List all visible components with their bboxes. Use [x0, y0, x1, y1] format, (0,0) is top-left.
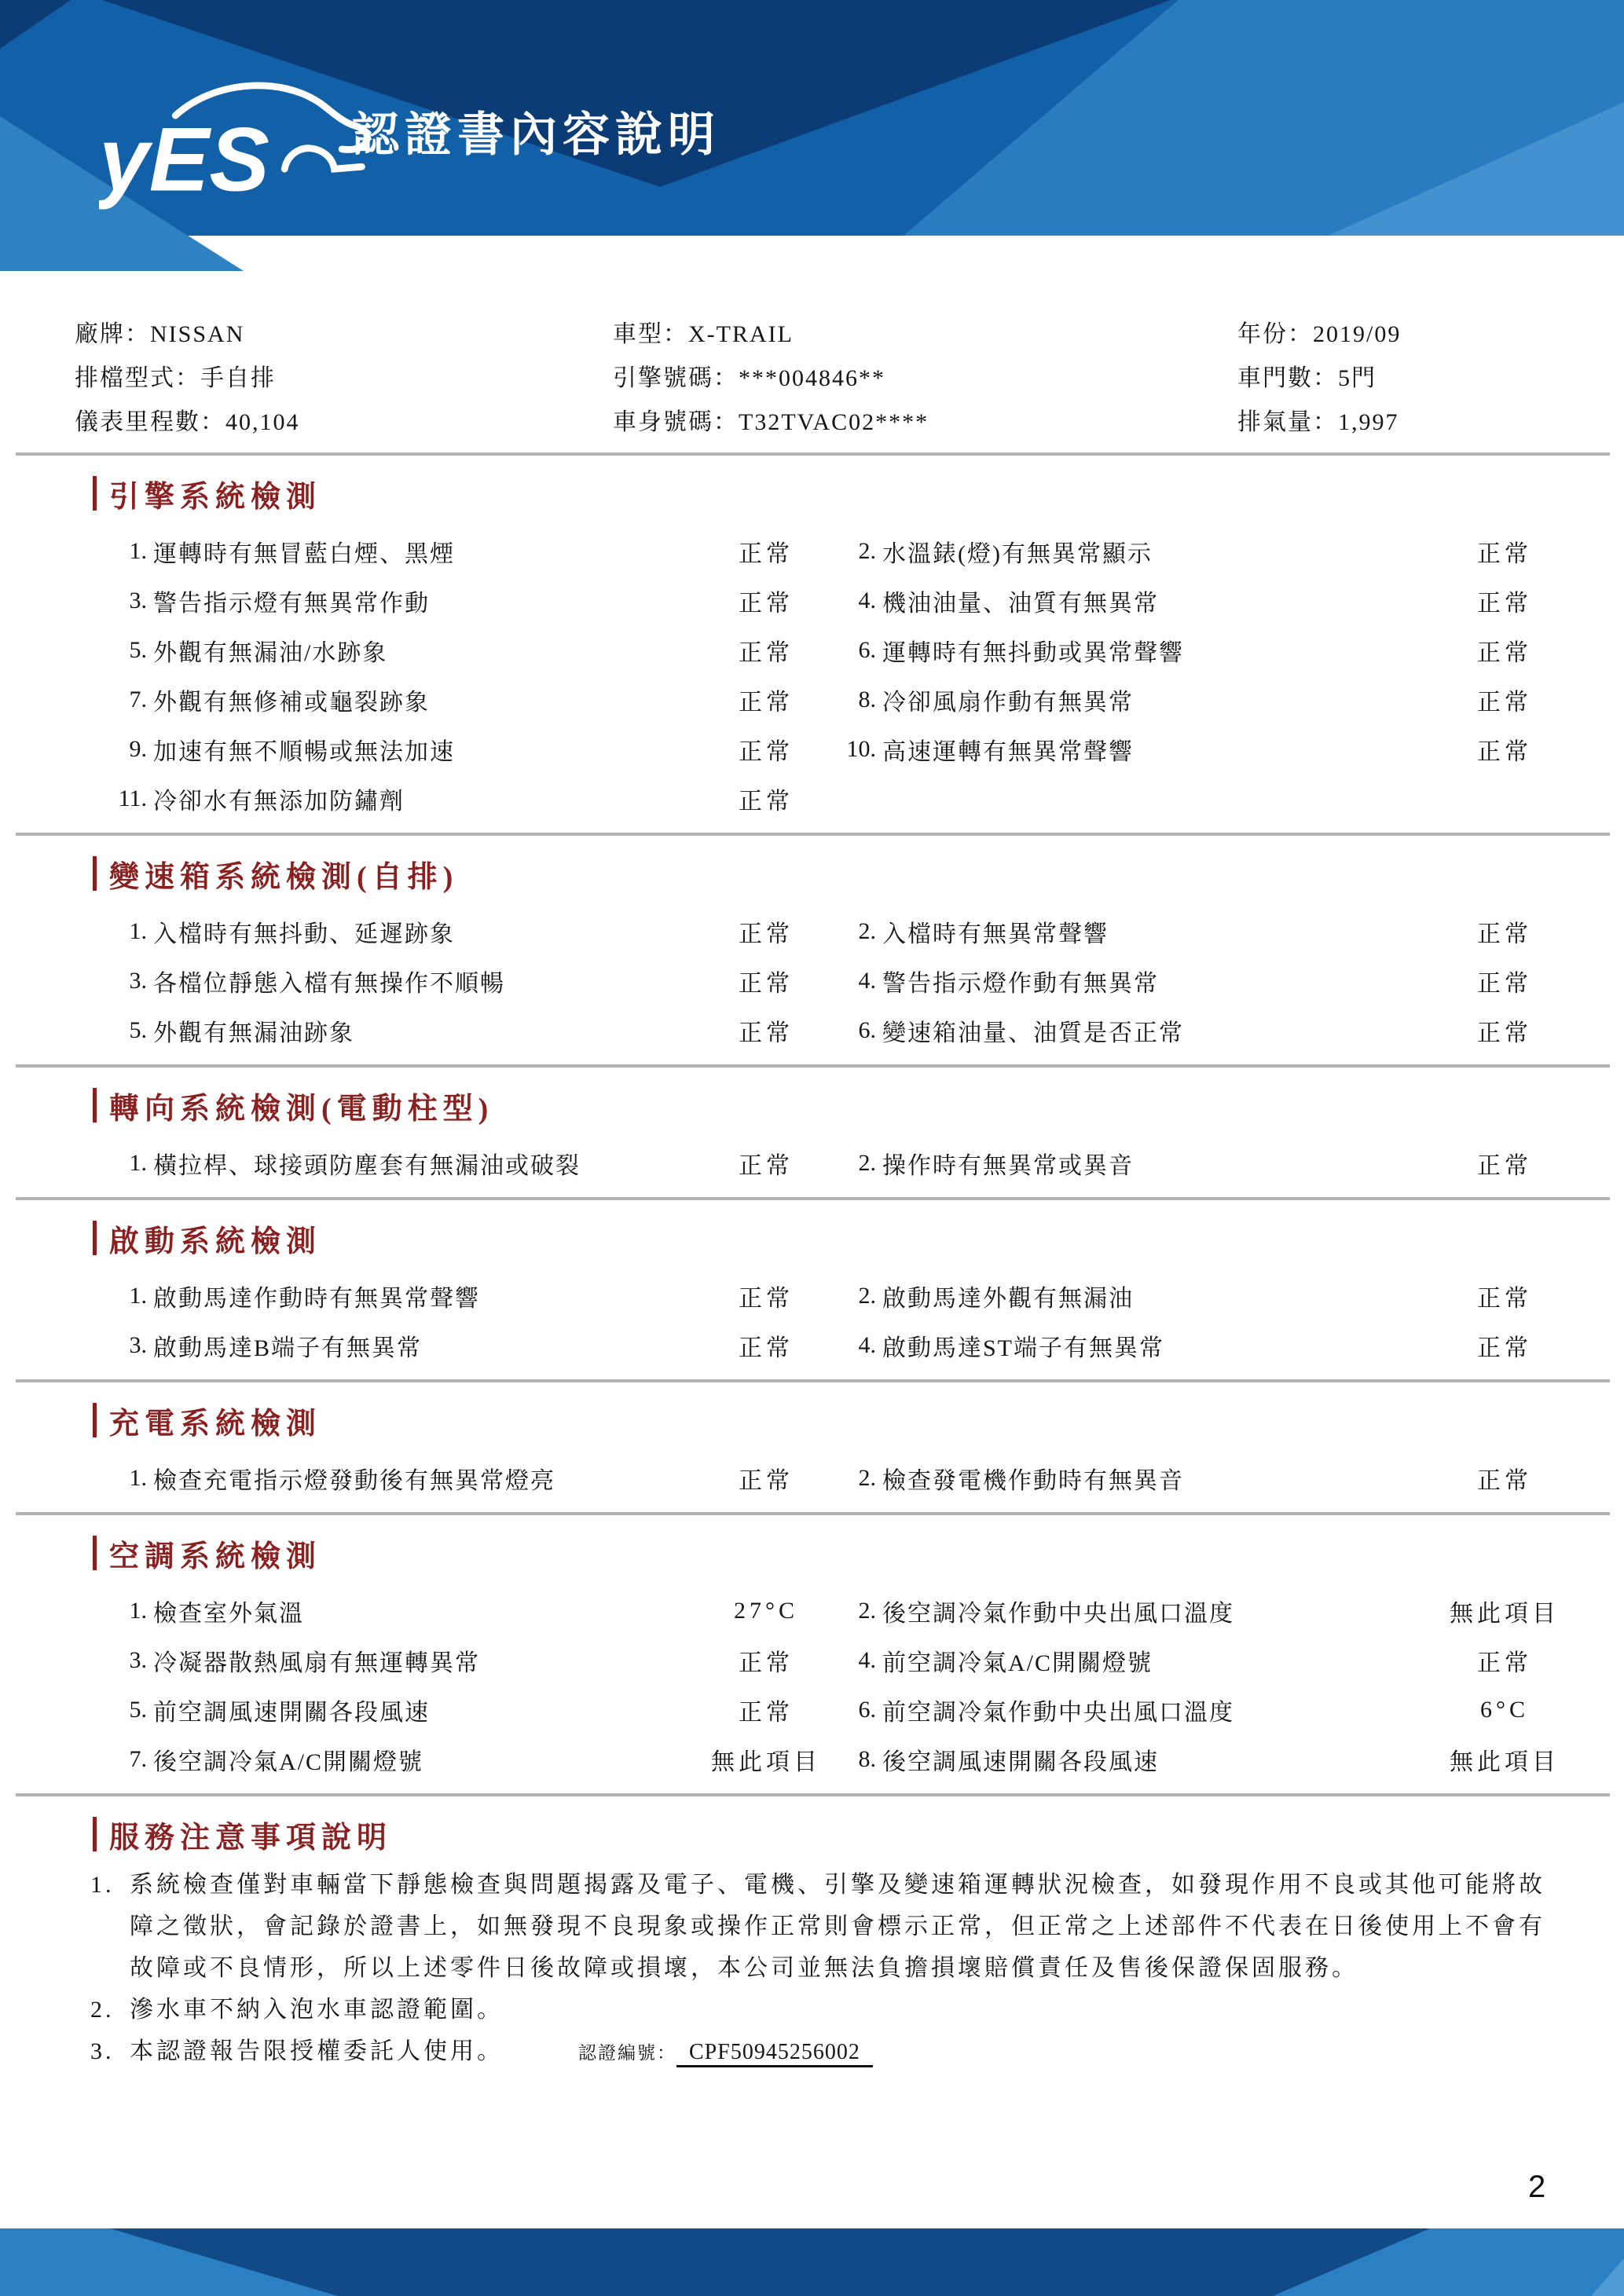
item-number: 2. [858, 1282, 876, 1309]
inspection-items [75, 906, 1567, 1055]
item-number: 1. [129, 1149, 147, 1176]
inspection-row [75, 1320, 1567, 1370]
item-number: 8. [858, 1745, 876, 1772]
item-status: 正常 [1477, 689, 1532, 716]
certificate-number-value: CPF50945256002 [676, 2040, 873, 2067]
note-text: 本認證報告限授權委託人使用。 [130, 2038, 504, 2064]
item-label: 入檔時有無異常聲響 [882, 921, 1109, 947]
vehicle-info-field [75, 357, 613, 401]
item-status: 無此項目 [1450, 1749, 1560, 1775]
note-item [90, 1864, 1567, 1989]
section-title-row [93, 1401, 1624, 1439]
item-label: 加速有無不順暢或無法加速 [153, 738, 455, 765]
item-label: 前空調風速開關各段風速 [153, 1699, 430, 1726]
item-status: 正常 [1477, 1650, 1532, 1676]
item-status: 正常 [739, 921, 794, 947]
item-number: 3. [129, 587, 147, 613]
item-status: 正常 [739, 540, 794, 567]
item-label: 外觀有無修補或龜裂跡象 [153, 689, 430, 716]
item-number: 4. [858, 1646, 876, 1673]
inspection-section [0, 1219, 1624, 1370]
vehicle-info-field [613, 401, 1237, 445]
item-number: 6. [858, 1696, 876, 1723]
item-number: 2. [858, 917, 876, 944]
item-label: 冷卻風扇作動有無異常 [882, 689, 1134, 716]
vehicle-info-label: 年份： [1237, 321, 1313, 347]
inspection-row [75, 724, 1567, 774]
vehicle-info [75, 313, 1567, 445]
item-number: 1. [129, 1282, 147, 1309]
inspection-section [0, 1534, 1624, 1784]
inspection-row [75, 1635, 1567, 1685]
item-status: 正常 [1477, 738, 1532, 765]
item-label: 前空調冷氣A/C開關燈號 [882, 1650, 1153, 1676]
item-number: 4. [858, 1331, 876, 1358]
item-label: 啟動馬達作動時有無異常聲響 [153, 1285, 480, 1312]
content [0, 313, 1624, 2074]
item-number: 9. [129, 735, 147, 762]
note-number: 3. [90, 2038, 115, 2064]
item-status: 正常 [739, 590, 794, 617]
item-status: 正常 [739, 1467, 794, 1494]
item-status: 正常 [739, 1020, 794, 1046]
item-number: 6. [858, 1016, 876, 1043]
item-status: 27°C [733, 1597, 798, 1624]
section-title-row [93, 1086, 1624, 1124]
item-label: 後空調冷氣A/C開關燈號 [153, 1749, 424, 1775]
item-number: 3. [129, 1331, 147, 1358]
section-divider [16, 1379, 1610, 1382]
item-status: 正常 [739, 1285, 794, 1312]
item-number: 5. [129, 636, 147, 663]
item-number: 2. [858, 537, 876, 564]
item-status: 正常 [739, 1699, 794, 1726]
inspection-row [75, 1271, 1567, 1320]
yes-logo [99, 68, 374, 225]
vehicle-info-label: 排氣量： [1237, 409, 1338, 435]
inspection-row [75, 956, 1567, 1005]
item-label: 啟動馬達外觀有無漏油 [882, 1285, 1134, 1312]
item-status: 正常 [739, 1152, 794, 1179]
inspection-row [75, 526, 1567, 576]
item-status: 正常 [1477, 1467, 1532, 1494]
inspection-row [75, 1685, 1567, 1734]
inspection-section [0, 855, 1624, 1055]
item-label: 橫拉桿、球接頭防塵套有無漏油或破裂 [153, 1152, 581, 1179]
inspection-section [0, 1401, 1624, 1503]
inspection-row [75, 625, 1567, 675]
yes-logo-text: yES [99, 109, 269, 211]
item-status: 正常 [1477, 1020, 1532, 1046]
inspection-items [75, 1138, 1567, 1188]
item-label: 警告指示燈作動有無異常 [882, 970, 1159, 997]
section-title: 啟動系統檢測 [109, 1225, 322, 1258]
section-title-bar [93, 1817, 97, 1851]
vehicle-info-label: 排檔型式： [75, 365, 200, 391]
vehicle-info-label: 儀表里程數： [75, 409, 225, 435]
inspection-items [75, 526, 1567, 823]
item-status: 正常 [739, 639, 794, 666]
vehicle-info-value: ***004846** [739, 365, 885, 391]
vehicle-info-value: 1,997 [1338, 409, 1399, 435]
section-title-bar [93, 856, 97, 891]
vehicle-info-value: 40,104 [225, 409, 300, 435]
note-text: 系統檢查僅對車輛當下靜態檢查與問題揭露及電子、電機、引擎及變速箱運轉狀況檢查，如發現作用不良或其他可能將故障之徵狀，會記錄於證書上，如無發現不良現象或操作正常則會標示正常，但正常之上述部件不代表在日後使用上不會有故障或不良情形，所以上述零件日後故障或損壞，本公司並無法負擔損壞賠償責任及售後保證保固服務。 [130, 1872, 1545, 1981]
item-label: 變速箱油量、油質是否正常 [882, 1020, 1184, 1046]
item-label: 運轉時有無抖動或異常聲響 [882, 639, 1184, 666]
vehicle-info-value: 5門 [1338, 365, 1377, 391]
section-title: 變速箱系統檢測(自排) [109, 860, 459, 894]
item-status: 正常 [739, 970, 794, 997]
item-number: 2. [858, 1149, 876, 1176]
vehicle-info-label: 車門數： [1237, 365, 1338, 391]
item-label: 啟動馬達ST端子有無異常 [882, 1335, 1165, 1361]
item-number: 6. [858, 636, 876, 663]
item-number: 4. [858, 967, 876, 994]
section-title-bar [93, 476, 97, 511]
note-item [90, 2031, 1567, 2074]
section-divider [16, 1064, 1610, 1067]
inspection-row [75, 675, 1567, 724]
vehicle-info-field [1237, 313, 1567, 357]
item-status: 正常 [1477, 1335, 1532, 1361]
inspection-items [75, 1586, 1567, 1784]
vehicle-info-field [1237, 401, 1567, 445]
item-number: 2. [858, 1464, 876, 1491]
item-label: 運轉時有無冒藍白煙、黑煙 [153, 540, 455, 567]
item-label: 前空調冷氣作動中央出風口溫度 [882, 1699, 1234, 1726]
item-status: 無此項目 [1450, 1600, 1560, 1627]
inspection-row [75, 1138, 1567, 1188]
item-label: 高速運轉有無異常聲響 [882, 738, 1134, 765]
item-number: 5. [129, 1696, 147, 1723]
item-label: 入檔時有無抖動、延遲跡象 [153, 921, 455, 947]
vehicle-info-field [75, 401, 613, 445]
section-title-row [93, 1534, 1624, 1572]
item-status: 正常 [739, 738, 794, 765]
item-status: 正常 [739, 788, 794, 815]
notes-list [90, 1864, 1567, 2074]
inspection-sections [0, 474, 1624, 1796]
vehicle-info-field [613, 357, 1237, 401]
section-divider [16, 1512, 1610, 1515]
vehicle-info-field [75, 313, 613, 357]
item-number: 1. [129, 1597, 147, 1624]
item-status: 正常 [1477, 1152, 1532, 1179]
item-label: 啟動馬達B端子有無異常 [153, 1335, 423, 1361]
page-number: 2 [1528, 2170, 1546, 2204]
section-divider [16, 1793, 1610, 1796]
vehicle-info-label: 引擎號碼： [613, 365, 739, 391]
section-title: 引擎系統檢測 [109, 480, 322, 514]
inspection-row [75, 576, 1567, 625]
item-status: 正常 [1477, 639, 1532, 666]
item-status: 正常 [1477, 540, 1532, 567]
vehicle-info-value: X-TRAIL [688, 321, 794, 347]
item-status: 6°C [1479, 1696, 1529, 1723]
item-label: 機油油量、油質有無異常 [882, 590, 1159, 617]
item-status: 正常 [1477, 921, 1532, 947]
vehicle-info-value: NISSAN [150, 321, 245, 347]
item-label: 冷凝器散熱風扇有無運轉異常 [153, 1650, 480, 1676]
vehicle-info-label: 車身號碼： [613, 409, 739, 435]
section-title-bar [93, 1221, 97, 1255]
inspection-items [75, 1453, 1567, 1503]
item-label: 後空調冷氣作動中央出風口溫度 [882, 1600, 1234, 1627]
note-text: 滲水車不納入泡水車認證範圍。 [130, 1997, 504, 2023]
item-label: 外觀有無漏油/水跡象 [153, 639, 388, 666]
note-item [90, 1989, 1567, 2031]
inspection-section [0, 1086, 1624, 1188]
certificate-number-label: 認證編號： [578, 2043, 676, 2063]
section-title-bar [93, 1403, 97, 1437]
notes-title-row [93, 1815, 1624, 1853]
item-number: 3. [129, 1646, 147, 1673]
item-number: 11. [118, 785, 147, 811]
item-status: 正常 [1477, 1285, 1532, 1312]
item-label: 警告指示燈有無異常作動 [153, 590, 430, 617]
page-title: 認證書內容說明 [352, 108, 720, 161]
item-number: 1. [129, 537, 147, 564]
item-status: 正常 [739, 689, 794, 716]
vehicle-info-label: 車型： [613, 321, 688, 347]
item-label: 檢查充電指示燈發動後有無異常燈亮 [153, 1467, 555, 1494]
inspection-row [75, 906, 1567, 956]
section-title-row [93, 474, 1624, 512]
footer-banner [0, 2228, 1624, 2296]
item-status: 無此項目 [711, 1749, 821, 1775]
item-number: 5. [129, 1016, 147, 1043]
item-number: 10. [846, 735, 876, 762]
item-label: 各檔位靜態入檔有無操作不順暢 [153, 970, 505, 997]
section-title-bar [93, 1088, 97, 1122]
inspection-row [75, 1586, 1567, 1635]
notes-title: 服務注意事項說明 [109, 1821, 393, 1855]
item-label: 操作時有無異常或異音 [882, 1152, 1134, 1179]
item-number: 7. [129, 686, 147, 712]
certificate-number-line [578, 2031, 873, 2074]
inspection-row [75, 1005, 1567, 1055]
note-number: 1. [90, 1872, 115, 1898]
vehicle-info-label: 廠牌： [75, 321, 150, 347]
item-status: 正常 [739, 1335, 794, 1361]
item-status: 正常 [1477, 590, 1532, 617]
inspection-row [75, 1734, 1567, 1784]
item-label: 外觀有無漏油跡象 [153, 1020, 354, 1046]
vehicle-info-field [613, 313, 1237, 357]
item-number: 8. [858, 686, 876, 712]
section-title-row [93, 1219, 1624, 1257]
item-label: 檢查室外氣溫 [153, 1600, 304, 1627]
item-number: 1. [129, 1464, 147, 1491]
item-number: 3. [129, 967, 147, 994]
inspection-section [0, 474, 1624, 823]
section-title-row [93, 855, 1624, 892]
item-status: 正常 [739, 1650, 794, 1676]
item-status: 正常 [1477, 970, 1532, 997]
vehicle-info-value: 2019/09 [1313, 321, 1402, 347]
section-title-bar [93, 1536, 97, 1570]
vehicle-info-value: 手自排 [200, 365, 276, 391]
section-divider [16, 452, 1610, 456]
section-divider [16, 833, 1610, 836]
section-divider [16, 1197, 1610, 1200]
item-number: 4. [858, 587, 876, 613]
item-label: 水溫錶(燈)有無異常顯示 [882, 540, 1153, 567]
inspection-items [75, 1271, 1567, 1370]
item-label: 後空調風速開關各段風速 [882, 1749, 1159, 1775]
section-title: 空調系統檢測 [109, 1540, 322, 1573]
inspection-row [75, 1453, 1567, 1503]
item-label: 冷卻水有無添加防鏽劑 [153, 788, 405, 815]
item-number: 2. [858, 1597, 876, 1624]
note-number: 2. [90, 1997, 115, 2023]
inspection-row [75, 774, 1567, 823]
item-number: 7. [129, 1745, 147, 1772]
section-title: 轉向系統檢測(電動柱型) [109, 1092, 494, 1126]
vehicle-info-field [1237, 357, 1567, 401]
item-number: 1. [129, 917, 147, 944]
vehicle-info-value: T32TVAC02**** [739, 409, 929, 435]
item-label: 檢查發電機作動時有無異音 [882, 1467, 1184, 1494]
section-title: 充電系統檢測 [109, 1407, 322, 1441]
